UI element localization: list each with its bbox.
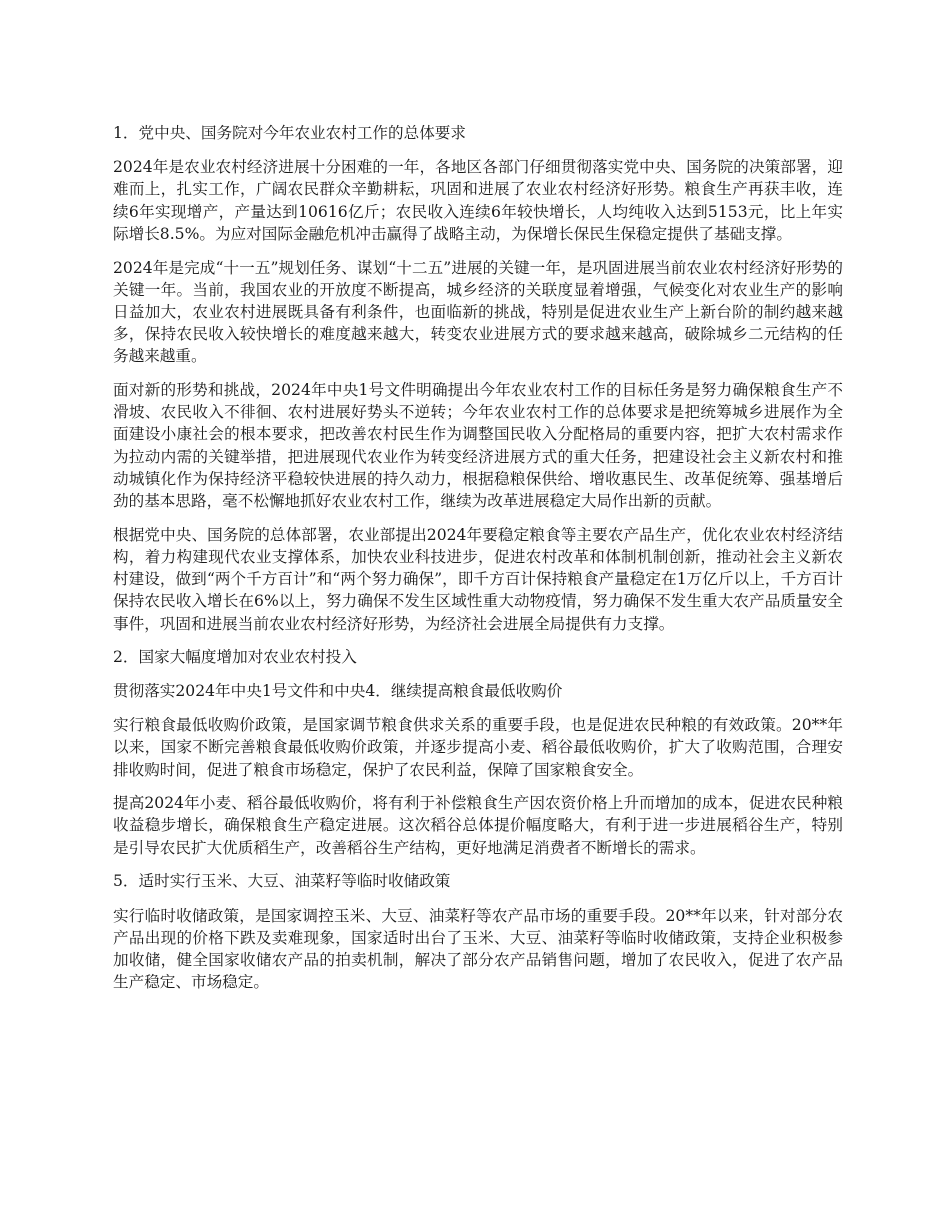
paragraph-minimum-price-policy: 实行粮食最低收购价政策，是国家调节粮食供求关系的重要手段，也是促进农民种粮的有效政策。20**年以来，国家不断完善粮食最低收购价政策，并逐步提高小麦、稻谷最低收购价，扩大了收购范围，合理安排收购时间，促进了粮食市场稳定，保护了农民利益，保障了国家粮食安全。 xyxy=(113,716,843,779)
paragraph-2024-review: 2024年是农业农村经济进展十分困难的一年，各地区各部门仔细贯彻落实党中央、国务院的决策部署，迎难而上，扎实工作，广阔农民群众辛勤耕耘，巩固和进展了农业农村经济好形势。粮食生产再获丰收，连续6年实现增产，产量达到10616亿斤；农民收入连续6年较快增长，人均纯收入达到5153元，比上年实际增长8.5%。为应对国际金融危机冲击赢得了战略主动，为保增长保民生保稳定提供了基础支撑。 xyxy=(113,158,843,243)
paragraph-new-challenges: 面对新的形势和挑战，2024年中央1号文件明确提出今年农业农村工作的目标任务是努力确保粮食生产不滑坡、农民收入不徘徊、农村进展好势头不逆转；今年农业农村工作的总体要求是把统筹城乡进展作为全面建设小康社会的根本要求，把改善农村民生作为调整国民收入分配格局的重要内容，把扩大农村需求作为拉动内需的关键举措，把进展现代农业作为转变经济进展方式的重大任务，把建设社会主义新农村和推动城镇化作为保持经济平稳较快进展的持久动力，根据稳粮保供给、增收惠民生、改革促统筹、强基增后劲的基本思路，毫不松懈地抓好农业农村工作，继续为改革进展稳定大局作出新的贡献。 xyxy=(113,381,843,511)
paragraph-raise-minimum-price: 提高2024年小麦、稻谷最低收购价，将有利于补偿粮食生产因农资价格上升而增加的成本，促进农民种粮收益稳步增长，确保粮食生产稳定进展。这次稻谷总体提价幅度略大，有利于进一步进展稻谷生产，特别是引导农民扩大优质稻生产，改善稻谷生产结构，更好地满足消费者不断增长的需求。 xyxy=(113,794,843,857)
paragraph-implementation: 贯彻落实2024年中央1号文件和中央4．继续提高粮食最低收购价 xyxy=(113,682,563,701)
document-body xyxy=(113,122,843,1005)
paragraph-2024-key-year: 2024年是完成“十一五”规划任务、谋划“十二五”进展的关键一年，是巩固进展当前农业农村经济好形势的关键一年。当前，我国农业的开放度不断提高，城乡经济的关联度显着增强，气候变化对农业生产的影响日益加大，农业农村进展既具备有利条件，也面临新的挑战，特别是促进农业生产上新台阶的制约越来越多，保持农民收入较快增长的难度越来越大，转变农业进展方式的要求越来越高，破除城乡二元结构的任务越来越重。 xyxy=(113,258,843,366)
section-heading-5: 5．适时实行玉米、大豆、油菜籽等临时收储政策 xyxy=(113,872,451,891)
section-heading-1: 1．党中央、国务院对今年农业农村工作的总体要求 xyxy=(113,124,466,142)
section-heading-2: 2．国家大幅度增加对农业农村投入 xyxy=(113,648,357,667)
paragraph-temporary-storage: 实行临时收储政策，是国家调控玉米、大豆、油菜籽等农产品市场的重要手段。20**年以来，针对部分农产品出现的价格下跌及卖难现象，国家适时出台了玉米、大豆、油菜籽等临时收储政策，支持企业积极参加收储，健全国家收储农产品的拍卖机制，解决了部分农产品销售问题，增加了农民收入，促进了农产品生产稳定、市场稳定。 xyxy=(113,906,843,992)
paragraph-overall-deployment: 根据党中央、国务院的总体部署，农业部提出2024年要稳定粮食等主要农产品生产，优化农业农村经济结构，着力构建现代农业支撑体系，加快农业科技进步，促进农村改革和体制机制创新，推动社会主义新农村建设，做到“两个千方百计”和“两个努力确保”，即千方百计保持粮食产量稳定在1万亿斤以上，千方百计保持农民收入增长在6%以上，努力确保不发生区域性重大动物疫情，努力确保不发生重大农产品质量安全事件，巩固和进展当前农业农村经济好形势，为经济社会进展全局提供有力支撑。 xyxy=(113,525,843,633)
